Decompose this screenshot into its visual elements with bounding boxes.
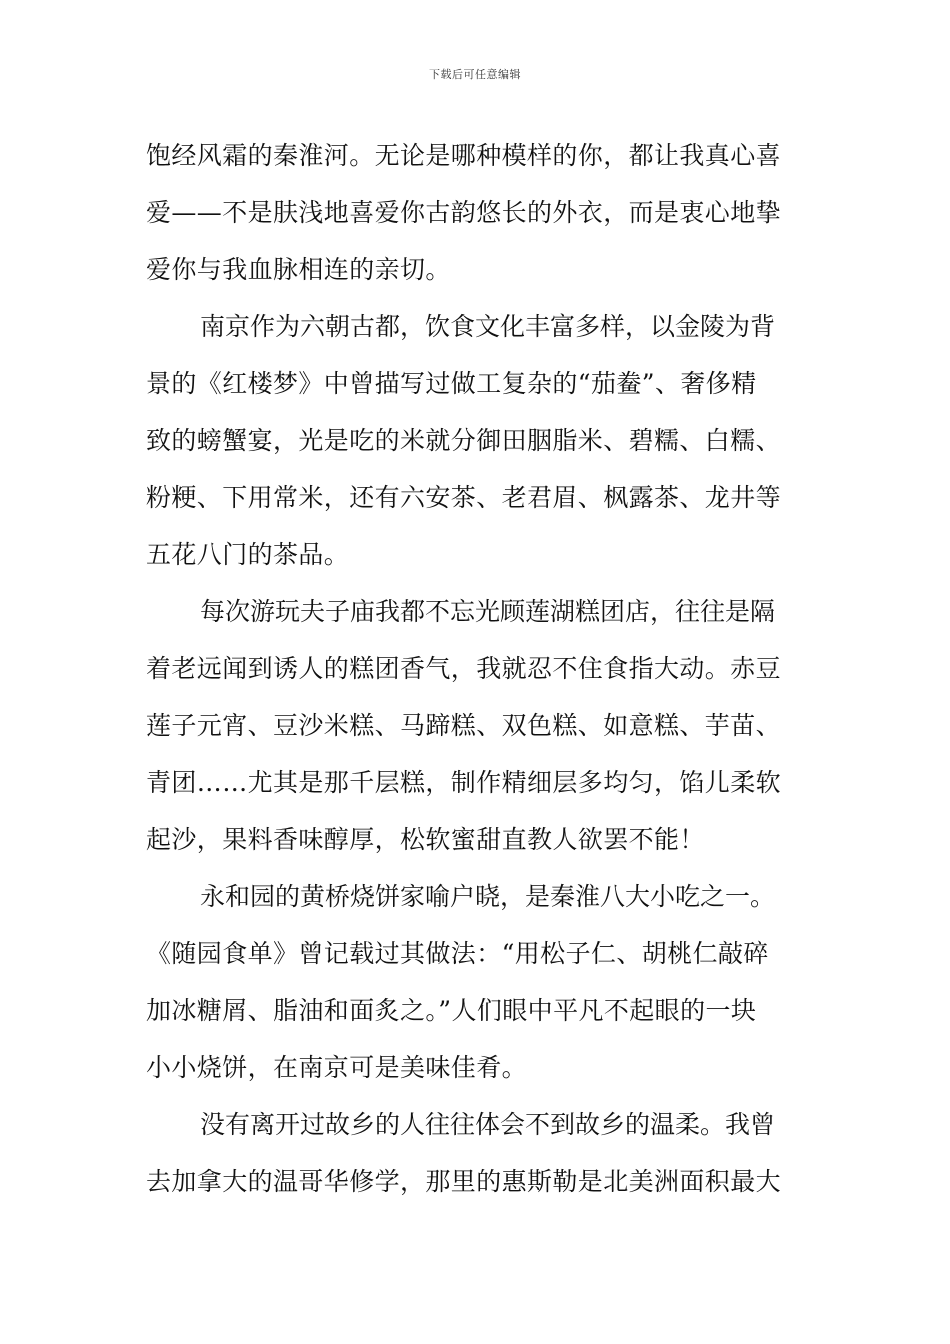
- text-line: 着老远闻到诱人的糕团香气，我就忍不住食指大动。赤豆: [146, 654, 782, 683]
- text-line: 莲子元宵、豆沙米糕、马蹄糕、双色糕、如意糕、芋苗、: [146, 711, 782, 740]
- text-line: 小小烧饼，在南京可是美味佳肴。: [146, 1053, 528, 1082]
- text-line: 爱——不是肤浅地喜爱你古韵悠长的外衣，而是衷心地挚: [146, 198, 782, 227]
- text-line: 景的《红楼梦》中曾描写过做工复杂的“茄鲞”、奢侈精: [146, 369, 757, 398]
- text-line: 加冰糖屑、脂油和面炙之。”人们眼中平凡不起眼的一块: [146, 996, 757, 1025]
- page-header-note: 下载后可任意编辑: [429, 68, 521, 81]
- text-line: 饱经风霜的秦淮河。无论是哪种模样的你，都让我真心喜: [146, 141, 782, 170]
- text-line: 粉粳、下用常米，还有六安茶、老君眉、枫露茶、龙井等: [146, 483, 782, 512]
- text-line: 南京作为六朝古都，饮食文化丰富多样，以金陵为背: [200, 312, 776, 341]
- text-line: 没有离开过故乡的人往往体会不到故乡的温柔。我曾: [200, 1110, 776, 1139]
- text-line: 去加拿大的温哥华修学，那里的惠斯勒是北美洲面积最大: [146, 1167, 782, 1196]
- text-line: 青团……尤其是那千层糕，制作精细层多均匀，馅儿柔软: [146, 768, 782, 797]
- text-line: 起沙，果料香味醇厚，松软蜜甜直教人欲罢不能！: [146, 825, 705, 854]
- text-line: 致的螃蟹宴，光是吃的米就分御田胭脂米、碧糯、白糯、: [146, 426, 782, 455]
- text-line: 《随园食单》曾记载过其做法：“用松子仁、胡桃仁敲碎: [146, 939, 769, 968]
- text-line: 五花八门的茶品。: [146, 540, 350, 569]
- text-line: 每次游玩夫子庙我都不忘光顾莲湖糕团店，往往是隔: [200, 597, 776, 626]
- text-line: 爱你与我血脉相连的亲切。: [146, 255, 451, 284]
- text-line: 永和园的黄桥烧饼家喻户晓，是秦淮八大小吃之一。: [200, 882, 776, 911]
